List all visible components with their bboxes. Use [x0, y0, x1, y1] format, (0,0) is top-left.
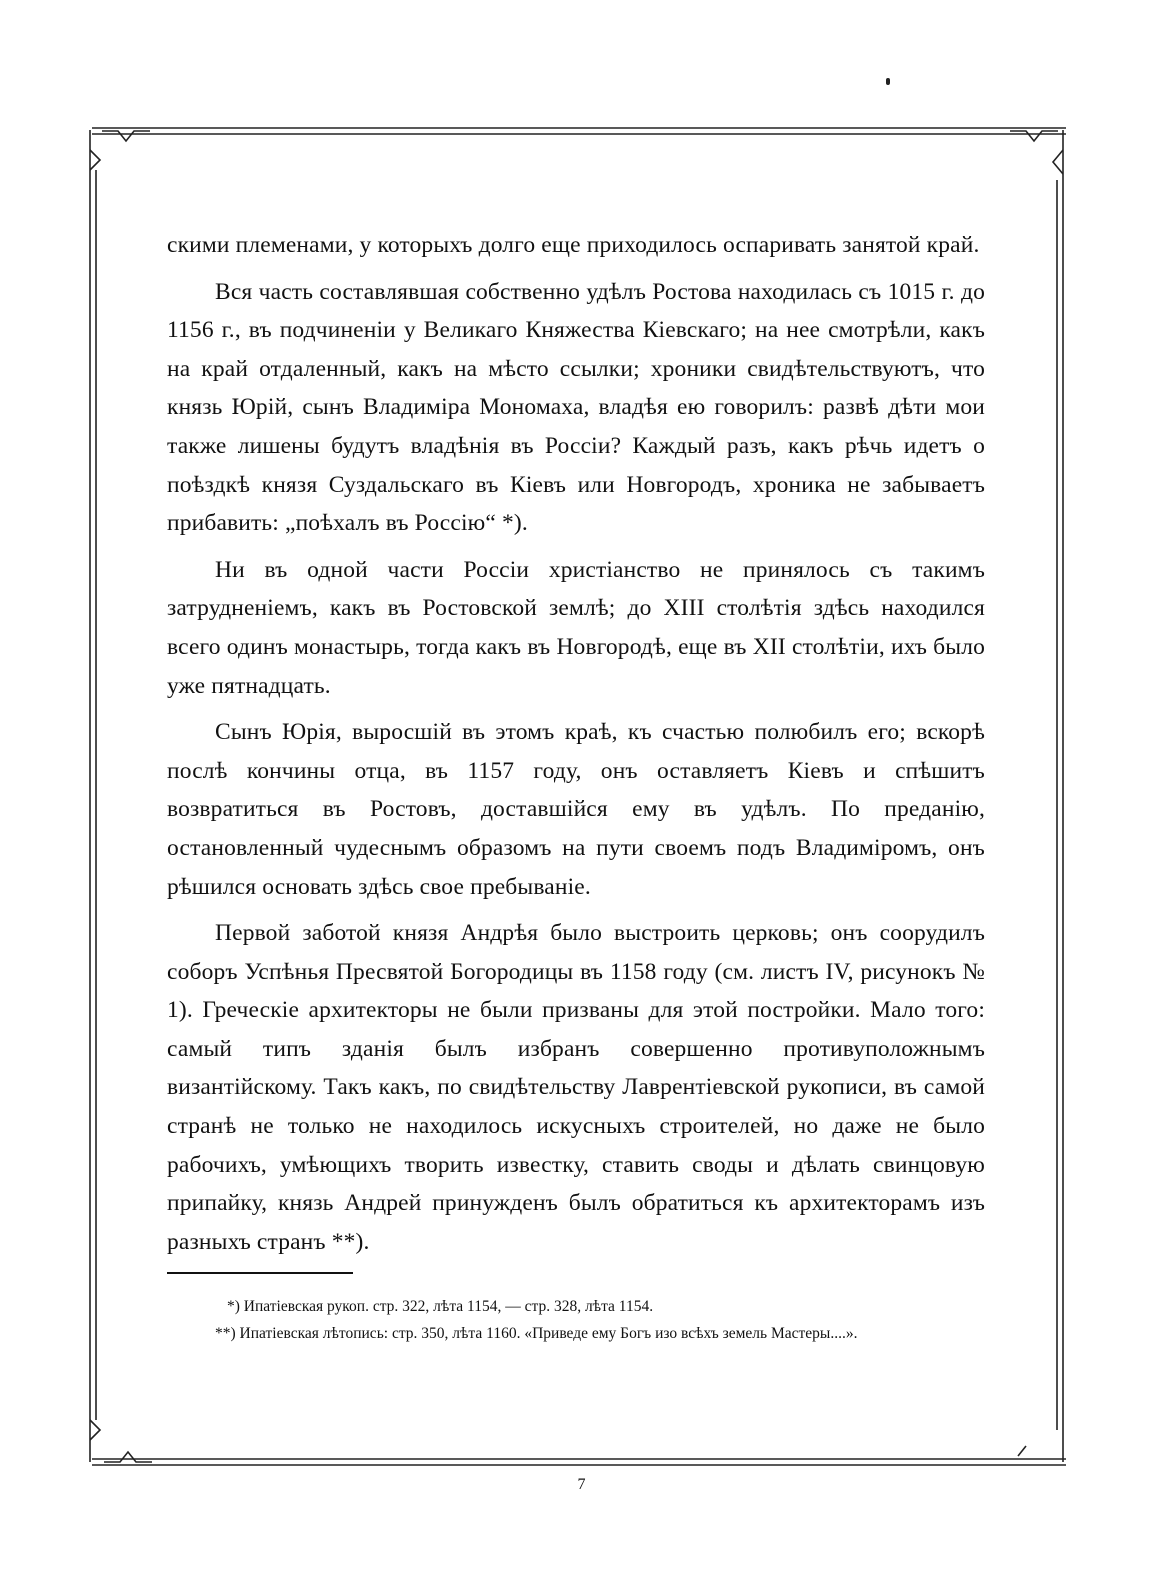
footnotes [167, 1293, 985, 1347]
ink-speck [886, 78, 890, 85]
main-text [167, 226, 985, 1261]
paragraph: скими племенами, у которыхъ долго еще приходилось оспаривать занятой край. [167, 232, 980, 258]
footnote-separator [167, 1272, 353, 1274]
page-number: 7 [577, 1476, 586, 1493]
footnote: *) Ипатіевская рукоп. стр. 322, лѣта 1154, — стр. 328, лѣта 1154. [227, 1298, 654, 1315]
paragraph: Сынъ Юрія, выросшій въ этомъ краѣ, къ счастью полюбилъ его; вскорѣ послѣ кончины отца, въ 1157 году, онъ оставляетъ Кіевъ и спѣшитъ возвратиться въ Ростовъ, доставшійся ему въ удѣлъ. По преданію, остановленный чудеснымъ образомъ на пути своемъ подъ Владиміромъ, онъ рѣшился основать здѣсь свое пребываніе. [167, 719, 985, 900]
paragraph: Ни въ одной части Россіи христіанство не принялось съ такимъ затрудненіемъ, какъ въ Ростовской землѣ; до XIII столѣтія здѣсь находился всего одинъ монастырь, тогда какъ въ Новгородѣ, еще въ XII столѣтіи, ихъ было уже пятнадцать. [167, 556, 985, 699]
paragraph: Вся часть составлявшая собственно удѣлъ Ростова находилась съ 1015 г. до 1156 г., въ подчиненіи у Великаго Княжества Кіевскаго; на нее смотрѣли, какъ на край отдаленный, какъ на мѣсто ссылки; хроники свидѣтельствуютъ, что князь Юрій, сынъ Владиміра Мономаха, владѣя ею говорилъ: развѣ дѣти мои также лишены будутъ владѣнія въ Россіи? Каждый разъ, какъ рѣчь идетъ о поѣздкѣ князя Суздальскаго въ Кіевъ или Новгородъ, хроника не забываетъ прибавить: „поѣхалъ въ Россію“ *). [167, 278, 985, 537]
footnote: **) Ипатіевская лѣтопись: стр. 350, лѣта 1160. «Приведе ему Богъ изо всѣхъ земель Мастеры....». [215, 1325, 858, 1342]
paragraph: Первой заботой князя Андрѣя было выстроить церковь; онъ соорудилъ соборъ Успѣнья Пресвятой Богородицы въ 1158 году (см. листъ IV, рисунокъ № 1). Греческіе архитекторы не были призваны для этой постройки. Мало того: самый типъ зданія былъ избранъ совершенно противуположнымъ византійскому. Такъ какъ, по свидѣтельству Лаврентіевской рукописи, въ самой странѣ не только не находилось искусныхъ строителей, но даже не было рабочихъ, умѣющихъ творить известку, ставить своды и дѣлать свинцовую припайку, князь Андрей принужденъ былъ обратиться къ архитекторамъ изъ разныхъ странъ **). [167, 920, 985, 1255]
